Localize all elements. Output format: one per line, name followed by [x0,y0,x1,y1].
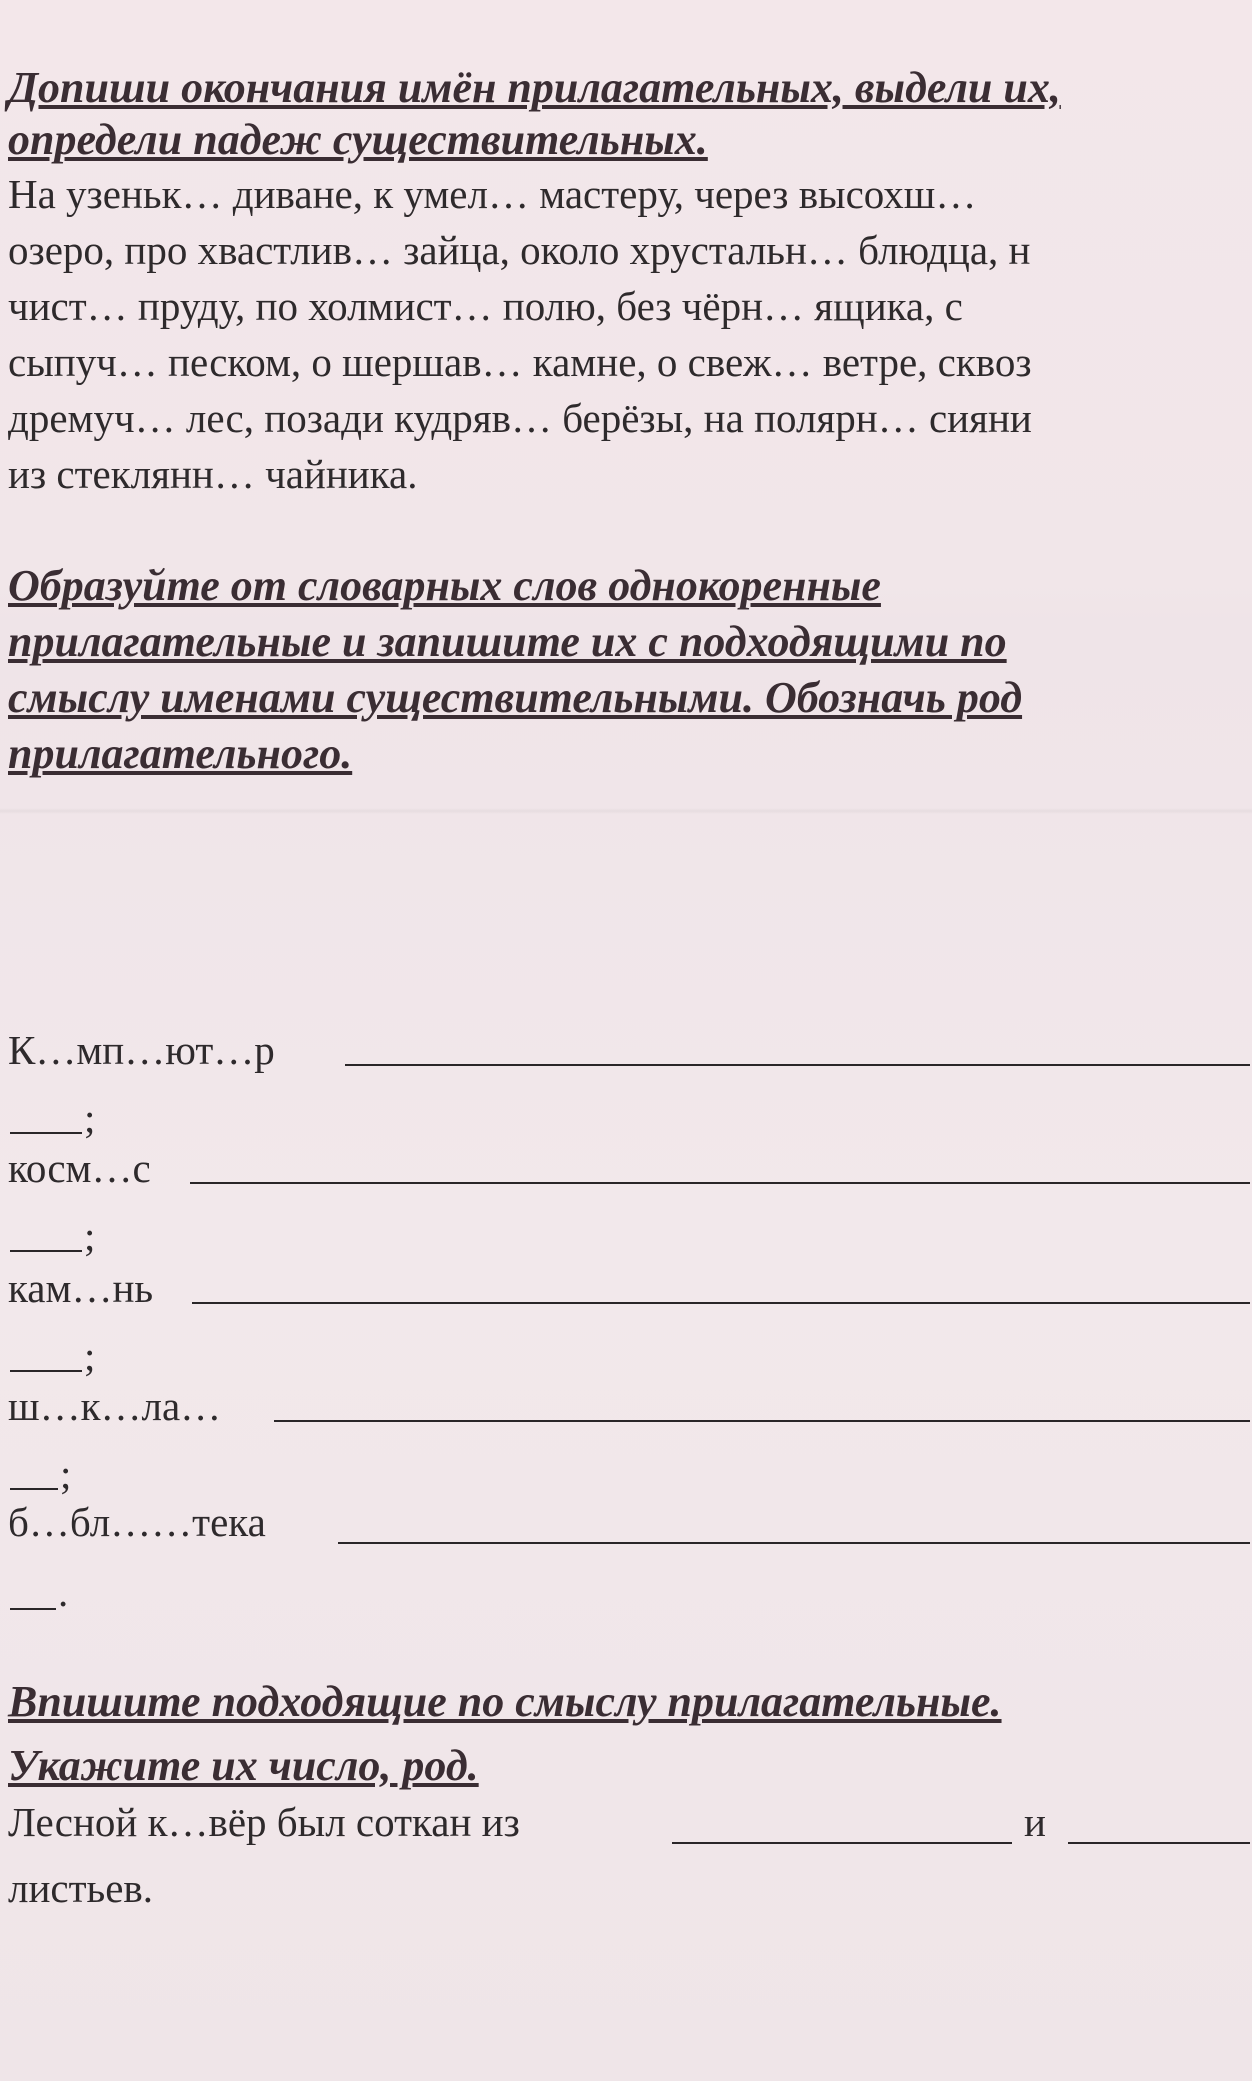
task1-text-line: из стеклянн… чайника. [8,451,418,497]
task3-conjunction: и [1024,1799,1046,1845]
answer-line-4[interactable] [274,1420,1250,1422]
adjective-blank-1[interactable] [672,1842,1012,1844]
gender-blank-1[interactable] [10,1132,82,1134]
row-end-2: ; [84,1213,96,1259]
task1-text-line: чист… пруду, по холмист… полю, без чёрн… ящика, с [8,283,963,329]
word-kosmos: косм…с [8,1145,151,1191]
word-biblioteka: б…бл……тека [8,1499,266,1545]
task2-title-line-1: Образуйте от словарных слов однокоренные [8,561,881,610]
row-end-4: ; [60,1451,72,1497]
task2-title-line-2: прилагательные и запишите их с подходящими по [8,617,1007,666]
row-end-1: ; [84,1095,96,1141]
task1-text-line: дремуч… лес, позади кудряв… берёзы, на полярн… сияни [8,395,1032,441]
answer-line-5[interactable] [338,1542,1250,1544]
task3-title-line-1: Впишите подходящие по смыслу прилагательные. [8,1677,1002,1726]
answer-line-1[interactable] [345,1064,1250,1066]
task3-sentence-end: листьев. [8,1865,154,1911]
task2-title-line-3: смыслу именами существительными. Обозначь род [8,673,1023,722]
word-shokolad: ш…к…ла… [8,1383,222,1429]
task1-title-line-2: определи падеж существительных. [8,115,708,164]
gender-blank-3[interactable] [10,1370,82,1372]
answer-line-2[interactable] [190,1182,1250,1184]
gender-blank-2[interactable] [10,1250,82,1252]
word-kamen: кам…нь [8,1265,154,1311]
row-end-5: . [58,1569,69,1615]
task1-text-line: На узеньк… диване, к умел… мастеру, через высохш… [8,171,977,217]
task3-title-line-2: Укажите их число, род. [8,1741,479,1790]
word-komputer: К…мп…ют…р [8,1027,275,1073]
task1-title-line-1: Допиши окончания имён прилагательных, выдели их, [8,63,1061,112]
row-end-3: ; [84,1333,96,1379]
task3-sentence-start: Лесной к…вёр был соткан из [8,1799,520,1845]
task2-title-line-4: прилагательного. [8,729,353,778]
adjective-blank-2[interactable] [1068,1842,1250,1844]
gender-blank-4[interactable] [10,1488,58,1490]
gender-blank-5[interactable] [10,1608,56,1610]
answer-line-3[interactable] [192,1302,1250,1304]
task1-text-line: сыпуч… песком, о шершав… камне, о свеж… ветре, сквоз [8,339,1032,385]
task1-text-line: озеро, про хвастлив… зайца, около хрустальн… блюдца, н [8,227,1031,273]
